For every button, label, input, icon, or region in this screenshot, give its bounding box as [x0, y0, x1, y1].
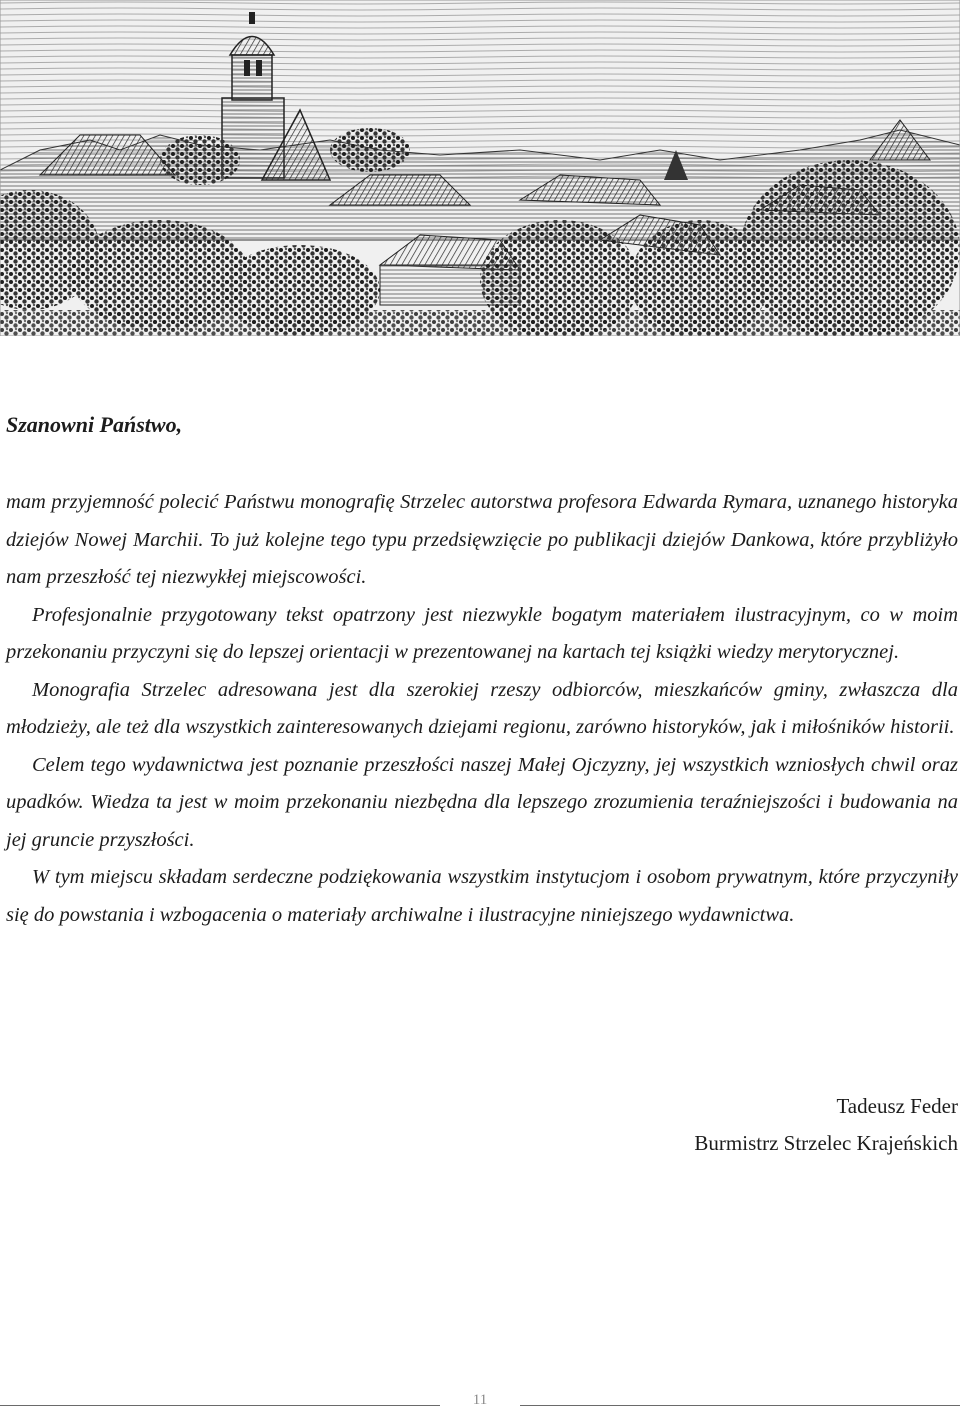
letter-paragraph: W tym miejscu składam serdeczne podziękowania wszystkim instytucjom i osobom prywatnym, które przyczyniły się do powstania i wzbogacenia o materiały archiwalne i ilustracyjne niniejszego wydawnictwa.: [6, 866, 958, 926]
letter-paragraph: Celem tego wydawnictwa jest poznanie przeszłości naszej Małej Ojczyzny, jej wszystkich wzniosłych chwil oraz upadków. Wiedza ta jest w moim przekonaniu niezbędna dla lepszego zrozumienia teraźniejszości i budowania na jej gruncie przyszłości.: [6, 753, 958, 851]
signature-block: [694, 1088, 958, 1162]
page-number: 11: [472, 1392, 488, 1408]
signatory-name: Tadeusz Feder: [836, 1094, 958, 1118]
letter-paragraph: mam przyjemność polecić Państwu monografię Strzelec autorstwa profesora Edwarda Rymara, uznanego historyka dziejów Nowej Marchii. To już kolejne tego typu przedsięwzięcie po publikacji dziejów Dankowa, które przybliżyło nam przeszłość tej niezwykłej miejscowości.: [6, 491, 958, 588]
letter-paragraph: Monografia Strzelec adresowana jest dla szerokiej rzeszy odbiorców, mieszkańców gminy, zwłaszcza dla młodzieży, ale też dla wszystkich zainteresowanych dziejami regionu, zarówno historyków, jak i miłośników historii.: [6, 678, 958, 738]
signatory-title: Burmistrz Strzelec Krajeńskich: [694, 1131, 958, 1155]
town-engraving-image: [0, 0, 960, 336]
salutation: Szanowni Państwo,: [6, 412, 183, 437]
footer-rule-right: [520, 1405, 960, 1406]
town-engraving-illustration: [0, 0, 960, 336]
letter-paragraph: Profesjonalnie przygotowany tekst opatrzony jest niezwykle bogatym materiałem ilustracyjnym, co w moim przekonaniu przyczyni się do lepszej orientacji w prezentowanej na kartach tej książki wiedzy merytorycznej.: [6, 603, 958, 663]
letter-body: [6, 410, 958, 934]
footer-rule-left: [0, 1405, 440, 1406]
